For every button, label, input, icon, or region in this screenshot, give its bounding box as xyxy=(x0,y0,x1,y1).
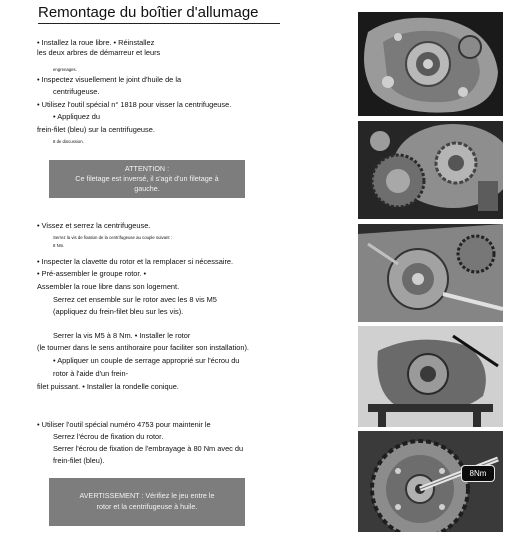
instruction-line: • Utilisez l'outil spécial n° 1818 pour visser la centrifugeuse. xyxy=(37,100,232,109)
photo-clutch-nut xyxy=(358,431,503,532)
photo-gears xyxy=(358,121,503,219)
attention-text: Ce filetage est inversé, il s'agit d'un filetage à xyxy=(75,174,219,183)
instruction-line: • Inspectez visuellement le joint d'huile de la xyxy=(37,75,182,84)
instruction-line: • Inspecter la clavette du rotor et la remplacer si nécessaire. xyxy=(37,257,234,266)
attention-title: ATTENTION : xyxy=(124,164,170,173)
instruction-line: • Appliquez du xyxy=(53,112,100,121)
instruction-line: Serrer l'écrou de fixation de l'embrayage à 80 Nm avec du xyxy=(53,444,244,453)
instruction-line: les deux arbres de démarreur et leurs xyxy=(37,48,161,57)
instruction-line: Serrez l'écrou de fixation du rotor. xyxy=(53,432,164,441)
attention-text: gauche. xyxy=(134,184,160,193)
instruction-line: Serrer la vis M5 à 8 Nm. • Installer le rotor xyxy=(53,331,191,340)
torque-badge: 8Nm xyxy=(461,465,495,482)
instruction-line: Assembler la roue libre dans son logement. xyxy=(37,282,180,291)
instruction-line: Serrez cet ensemble sur le rotor avec les 8 vis M5 xyxy=(53,295,217,304)
instruction-line: centrifugeuse. xyxy=(53,87,100,96)
page-title: Remontage du boîtier d'allumage xyxy=(38,4,280,24)
instruction-line: filet puissant. • Installer la rondelle conique. xyxy=(37,382,179,391)
gears-image xyxy=(358,121,503,219)
instruction-line: (appliquez du frein-filet bleu sur les vis). xyxy=(53,307,184,316)
instruction-line: • Appliquer un couple de serrage approprié sur l'écrou du xyxy=(53,356,240,365)
rotor-tool-image xyxy=(358,224,503,322)
instruction-line: rotor à l'aide d'un frein- xyxy=(53,369,129,378)
warning-text: AVERTISSEMENT : Vérifiez le jeu entre le xyxy=(79,491,215,500)
small-note: 8 de discussion. xyxy=(53,139,84,144)
instruction-line: (le tourner dans le sens antihoraire pour faciliter son installation). xyxy=(37,343,249,352)
instruction-line: frein-filet (bleu) sur la centrifugeuse. xyxy=(37,125,155,134)
instruction-line: • Installez la roue libre. • Réinstallez xyxy=(37,38,155,47)
small-note: 8 Nm. xyxy=(53,243,65,248)
instruction-line: • Pré-assembler le groupe rotor. • xyxy=(37,269,147,278)
photo-rotor-tool xyxy=(358,224,503,322)
small-note: engrenages. xyxy=(53,67,77,72)
warning-text: rotor et la centrifugeuse à huile. xyxy=(96,502,198,511)
attention-box xyxy=(49,160,245,198)
photo-engine-stand xyxy=(358,326,503,427)
warning-box xyxy=(49,478,245,526)
engine-stand-image xyxy=(358,326,503,427)
instruction-line: • Vissez et serrez la centrifugeuse. xyxy=(37,221,151,230)
crankcase-image xyxy=(358,12,503,116)
instruction-line: • Utiliser l'outil spécial numéro 4753 pour maintenir le xyxy=(37,420,211,429)
small-note: Serrez la vis de fixation de la centrifugeuse au couple suivant : xyxy=(53,235,172,240)
instruction-line: frein-filet (bleu). xyxy=(53,456,105,465)
photo-crankcase xyxy=(358,12,503,116)
